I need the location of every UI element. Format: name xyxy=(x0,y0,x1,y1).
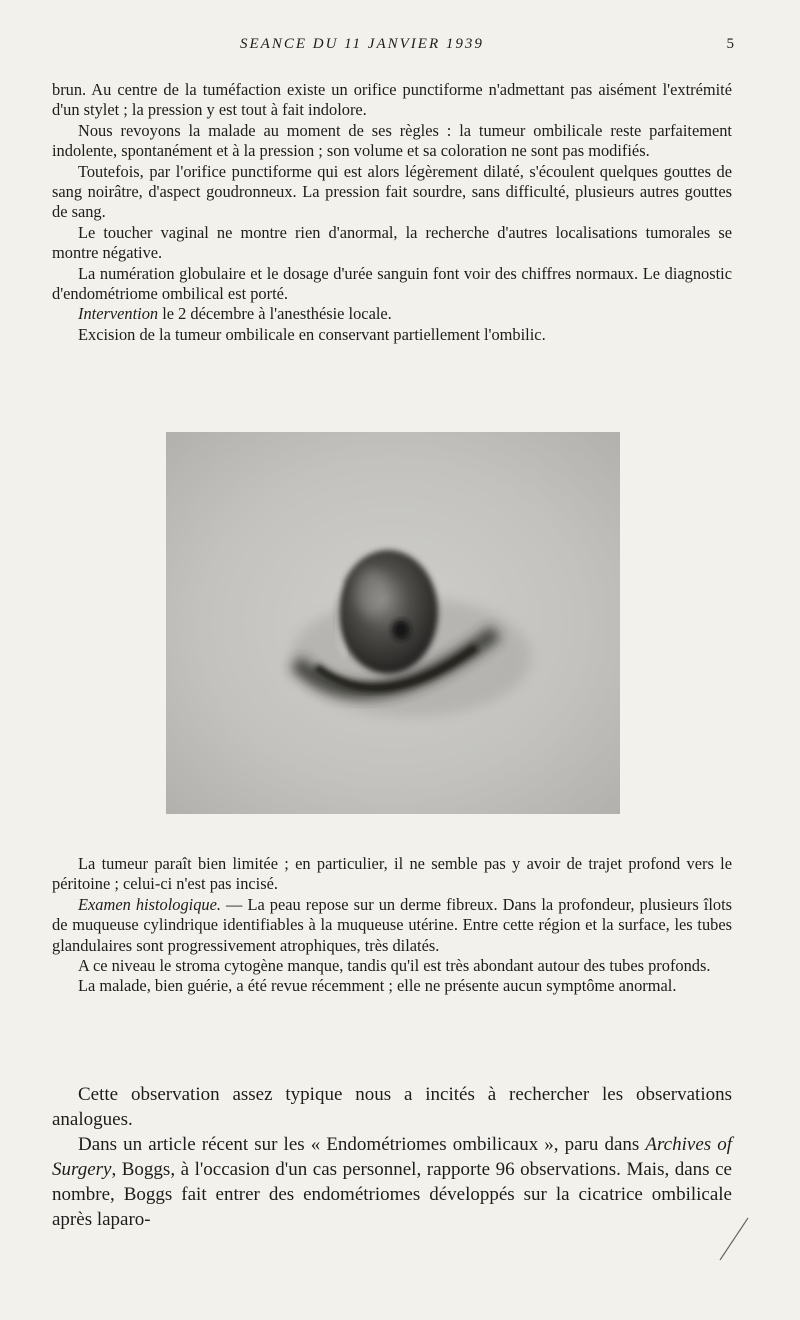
journal-title: Archives of Surgery xyxy=(52,1134,733,1180)
paragraph-boggs xyxy=(52,1132,732,1232)
paragraph: Toutefois, par l'orifice punctiforme qui est alors légèrement dilaté, s'écoulent quelques gouttes de sang noirâtre, d'aspect goudronneux. La pression fait sourdre, sans difficulté, plusieurs autres gouttes de sang. xyxy=(52,161,732,222)
paragraph-histology xyxy=(52,895,732,956)
text-block-histology xyxy=(52,854,732,997)
histology-label: Examen histologique. xyxy=(78,894,221,914)
pen-mark xyxy=(700,1210,760,1270)
tumor-photograph xyxy=(166,432,620,814)
paragraph: Le toucher vaginal ne montre rien d'anormal, la recherche d'autres localisations tumorales se montre négative. xyxy=(52,222,732,263)
running-head-title: SEANCE DU 11 JANVIER 1939 xyxy=(240,36,484,52)
paragraph: Excision de la tumeur ombilicale en conservant partiellement l'ombilic. xyxy=(78,324,546,344)
paragraph-intervention xyxy=(52,304,732,324)
paragraph: A ce niveau le stroma cytogène manque, tandis qu'il est très abondant autour des tubes profonds. xyxy=(78,956,711,976)
intervention-label: Intervention xyxy=(78,304,159,324)
text-block-case-report xyxy=(52,80,732,345)
paragraph: Cette observation assez typique nous a incités à rechercher les observations analogues. xyxy=(52,1084,732,1130)
boggs-text-a: Dans un article récent sur les « Endométriomes ombilicaux », paru dans xyxy=(78,1134,646,1155)
paragraph: La numération globulaire et le dosage d'urée sanguin font voir des chiffres normaux. Le diagnostic d'endométriome ombilical est porté. xyxy=(52,263,732,304)
paragraph: La malade, bien guérie, a été revue récemment ; elle ne présente aucun symptôme anormal. xyxy=(78,976,677,996)
page-number: 5 xyxy=(726,36,736,52)
paragraph: brun. Au centre de la tuméfaction existe un orifice punctiforme n'admettant pas aisément l'extrémité d'un stylet ; la pression y est tout à fait indolore. xyxy=(52,80,732,120)
intervention-text: le 2 décembre à l'anesthésie locale. xyxy=(158,304,392,324)
running-head xyxy=(0,36,800,56)
histology-text: — La peau repose sur un derme fibreux. Dans la profondeur, plusieurs îlots de muqueuse cylindrique identifiables à la muqueuse utérine. Entre cette région et la surface, les tubes glandulaires sont progressivement atrophiques, très dilatés. xyxy=(52,894,732,955)
text-block-discussion xyxy=(52,1082,732,1232)
paragraph: Nous revoyons la malade au moment de ses règles : la tumeur ombilicale reste parfaitement indolente, spontanément et à la pression ; son volume et sa coloration ne sont pas modifiés. xyxy=(52,120,732,161)
paragraph: La tumeur paraît bien limitée ; en particulier, il ne semble pas y avoir de trajet profond vers le péritoine ; celui-ci n'est pas incisé. xyxy=(52,854,732,894)
boggs-text-b: , Boggs, à l'occasion d'un cas personnel, rapporte 96 observations. Mais, dans ce nombre, Boggs fait entrer des endométriomes développés sur la cicatrice ombilicale après laparo- xyxy=(52,1159,732,1230)
